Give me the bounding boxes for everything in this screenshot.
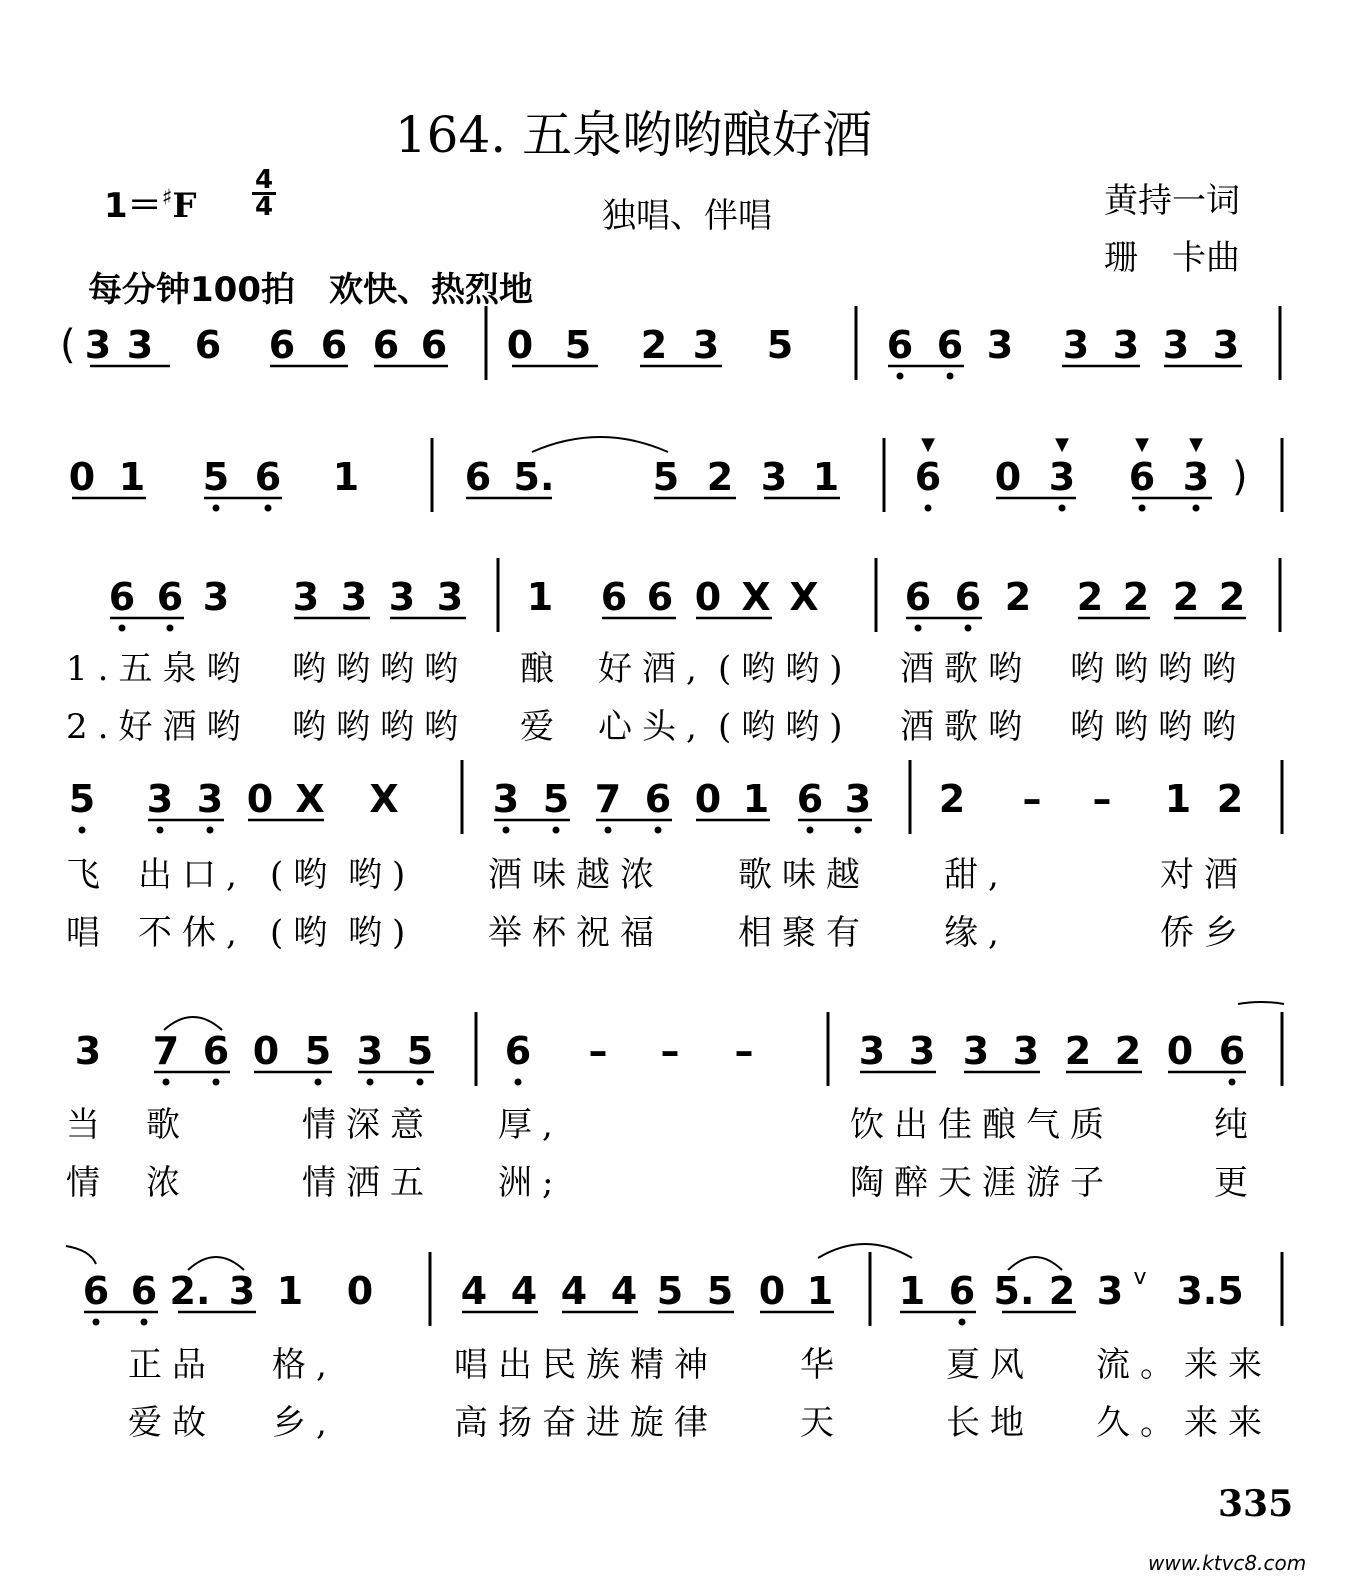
lyric-syllable: 哟哟哟哟 bbox=[292, 649, 468, 689]
lyric-syllable: 陶醉天涯游子 bbox=[850, 1163, 1114, 1203]
octave-dot bbox=[417, 1079, 424, 1086]
note: 1 bbox=[332, 455, 360, 499]
key-note: F bbox=[172, 186, 197, 226]
note: – bbox=[660, 1029, 680, 1073]
note: 1 bbox=[812, 455, 840, 499]
note: 6 bbox=[948, 1269, 976, 1313]
lyric-syllable: 哟哟哟哟 bbox=[1070, 649, 1246, 689]
lyric-syllable: 缘, bbox=[944, 913, 1009, 953]
note: 5 bbox=[542, 777, 570, 821]
note: X bbox=[295, 777, 325, 821]
page-number: 335 bbox=[1218, 1483, 1294, 1525]
octave-dot bbox=[1229, 1079, 1236, 1086]
lyric-syllable: 哟哟哟哟 bbox=[1070, 707, 1246, 747]
note: 6 bbox=[1128, 455, 1156, 499]
slur bbox=[66, 1246, 96, 1264]
note: 5 bbox=[202, 455, 230, 499]
note: 6 bbox=[904, 575, 932, 619]
note: 3 bbox=[146, 777, 174, 821]
sharp-sign: ♯ bbox=[161, 185, 173, 211]
note: 7 bbox=[152, 1029, 180, 1073]
note: 2. bbox=[169, 1269, 211, 1313]
note: 1 bbox=[742, 777, 770, 821]
lyric-syllable: 对酒 bbox=[1160, 855, 1248, 895]
lyric-syllable: 夏风 bbox=[946, 1345, 1034, 1385]
octave-dot bbox=[207, 827, 214, 834]
lyric-syllable: 侨乡 bbox=[1160, 913, 1248, 953]
note: 3 bbox=[126, 323, 154, 367]
time-top: 4 bbox=[254, 165, 274, 195]
octave-dot bbox=[959, 1319, 966, 1326]
accent-mark: ▼ bbox=[921, 434, 935, 455]
octave-dot bbox=[167, 625, 174, 632]
note: 6 bbox=[954, 575, 982, 619]
octave-dot bbox=[265, 505, 272, 512]
accent-mark: ▼ bbox=[1189, 434, 1203, 455]
note: 6 bbox=[504, 1029, 532, 1073]
close-paren: ) bbox=[1232, 454, 1248, 500]
lyric-syllable: 酒歌哟 bbox=[900, 707, 1032, 747]
octave-dot bbox=[1193, 505, 1200, 512]
lyric-syllable: 爱故 bbox=[128, 1403, 216, 1443]
lyric-syllable: 纯 bbox=[1214, 1105, 1258, 1145]
note: 6 bbox=[1218, 1029, 1246, 1073]
octave-dot bbox=[213, 1079, 220, 1086]
octave-dot bbox=[553, 827, 560, 834]
note: – bbox=[734, 1029, 754, 1073]
lyric-syllable: 哟) bbox=[348, 913, 416, 953]
note: 6 bbox=[646, 575, 674, 619]
lyric-syllable: 歌 bbox=[146, 1105, 190, 1145]
performance-style: 独唱、伴唱 bbox=[602, 196, 772, 236]
lyric-syllable: 歌味越 bbox=[738, 855, 870, 895]
octave-dot bbox=[315, 1079, 322, 1086]
slur bbox=[1238, 1002, 1284, 1004]
note: 6 bbox=[600, 575, 628, 619]
octave-dot bbox=[163, 1079, 170, 1086]
lyric-syllable: 当 bbox=[66, 1105, 110, 1145]
note: 3 bbox=[962, 1029, 990, 1073]
note: 3 bbox=[1062, 323, 1090, 367]
octave-dot bbox=[605, 827, 612, 834]
lyric-syllable: 1.五泉哟 bbox=[66, 649, 251, 689]
note: 5 bbox=[304, 1029, 332, 1073]
note: 3 bbox=[84, 323, 112, 367]
lyric-syllable: 情洒五 bbox=[302, 1163, 434, 1203]
note: 6 bbox=[372, 323, 400, 367]
note: 3 bbox=[196, 777, 224, 821]
note: 3 bbox=[492, 777, 520, 821]
note: 6 bbox=[796, 777, 824, 821]
note: 6 bbox=[320, 323, 348, 367]
note: X bbox=[741, 575, 771, 619]
octave-dot bbox=[655, 827, 662, 834]
watermark: www.ktvc8.com bbox=[1148, 1551, 1307, 1575]
note: 3 bbox=[1048, 455, 1076, 499]
lyric-syllable: (哟 bbox=[270, 855, 338, 895]
note: 3 bbox=[228, 1269, 256, 1313]
octave-dot bbox=[855, 827, 862, 834]
note: 5 bbox=[706, 1269, 734, 1313]
lyricist: 黄持一词 bbox=[1104, 181, 1240, 221]
lyric-syllable: (哟 bbox=[270, 913, 338, 953]
note: 3 bbox=[388, 575, 416, 619]
note: 5. bbox=[513, 455, 555, 499]
lyric-syllable: 酿 bbox=[520, 649, 564, 689]
lyric-syllable: 酒歌哟 bbox=[900, 649, 1032, 689]
note: 3 bbox=[1112, 323, 1140, 367]
lyric-syllable: 乡, bbox=[272, 1403, 337, 1443]
note: 6 bbox=[194, 323, 222, 367]
note: 6 bbox=[254, 455, 282, 499]
lyric-syllable: 酒味越浓 bbox=[488, 855, 664, 895]
lyric-syllable: 情深意 bbox=[302, 1105, 434, 1145]
note: 1 bbox=[276, 1269, 304, 1313]
lyric-syllable: 唱 bbox=[66, 913, 110, 953]
note: 5 bbox=[652, 455, 680, 499]
note: 6 bbox=[108, 575, 136, 619]
key-prefix: 1＝ bbox=[104, 186, 162, 226]
note: 6 bbox=[82, 1269, 110, 1313]
composer: 珊 卡曲 bbox=[1104, 238, 1240, 278]
lyric-syllable: (哟哟) bbox=[718, 707, 853, 747]
octave-dot bbox=[213, 505, 220, 512]
lyric-syllable: 2.好酒哟 bbox=[66, 707, 251, 747]
lyric-syllable: 不休, bbox=[138, 913, 247, 953]
tempo-marking: 每分钟100拍 欢快、热烈地 bbox=[88, 270, 533, 310]
note: 6 bbox=[130, 1269, 158, 1313]
octave-dot bbox=[79, 827, 86, 834]
slur bbox=[532, 437, 668, 452]
note: – bbox=[1022, 777, 1042, 821]
note: 3 bbox=[74, 1029, 102, 1073]
note: 0 bbox=[694, 777, 722, 821]
note: 0 bbox=[758, 1269, 786, 1313]
note: 6 bbox=[914, 455, 942, 499]
lyric-syllable: 高扬奋进旋律 bbox=[454, 1403, 718, 1443]
note: 6 bbox=[644, 777, 672, 821]
lyric-syllable: 举杯祝福 bbox=[488, 913, 664, 953]
note: 6 bbox=[420, 323, 448, 367]
lyric-syllable: 情 bbox=[66, 1163, 110, 1203]
lyric-syllable: 流。来来 bbox=[1096, 1345, 1272, 1385]
lyric-syllable: 哟) bbox=[348, 855, 416, 895]
note: 3 bbox=[436, 575, 464, 619]
lyric-syllable: 唱出民族精神 bbox=[454, 1345, 718, 1385]
time-bottom: 4 bbox=[252, 192, 276, 219]
note: 5 bbox=[68, 777, 96, 821]
lyric-syllable: (哟哟) bbox=[718, 649, 853, 689]
note: 3 bbox=[1096, 1269, 1124, 1313]
accent-mark: ▼ bbox=[1135, 434, 1149, 455]
note: 2 bbox=[1218, 575, 1246, 619]
lyric-syllable: 久。来来 bbox=[1096, 1403, 1272, 1443]
open-paren: ( bbox=[60, 322, 76, 368]
lyric-syllable: 爱 bbox=[520, 707, 564, 747]
lyric-syllable: 甜, bbox=[944, 855, 1009, 895]
octave-dot bbox=[503, 827, 510, 834]
note: 2 bbox=[1004, 575, 1032, 619]
note: 4 bbox=[460, 1269, 488, 1313]
accent-mark: ▼ bbox=[1055, 434, 1069, 455]
lyric-syllable: 相聚有 bbox=[738, 913, 870, 953]
note: 4 bbox=[610, 1269, 638, 1313]
note: 2 bbox=[706, 455, 734, 499]
lyric-syllable: 厚, bbox=[498, 1105, 563, 1145]
note: 2 bbox=[1114, 1029, 1142, 1073]
note: 5 bbox=[406, 1029, 434, 1073]
octave-dot bbox=[965, 625, 972, 632]
octave-dot bbox=[915, 625, 922, 632]
note: 5 bbox=[766, 323, 794, 367]
octave-dot bbox=[119, 625, 126, 632]
lyric-syllable: 哟哟哟哟 bbox=[292, 707, 468, 747]
note: 3 bbox=[356, 1029, 384, 1073]
note: 1 bbox=[526, 575, 554, 619]
octave-dot bbox=[157, 827, 164, 834]
note: 5 bbox=[656, 1269, 684, 1313]
lyric-syllable: 饮出佳酿气质 bbox=[850, 1105, 1114, 1145]
note: 2 bbox=[640, 323, 668, 367]
note: 2 bbox=[1076, 575, 1104, 619]
octave-dot bbox=[1059, 505, 1066, 512]
lyric-syllable: 天 bbox=[800, 1403, 844, 1443]
breath-mark: v bbox=[1133, 1265, 1147, 1290]
note: 3 bbox=[1012, 1029, 1040, 1073]
lyric-syllable: 格, bbox=[272, 1345, 337, 1385]
note: 3 bbox=[908, 1029, 936, 1073]
note: 3 bbox=[1212, 323, 1240, 367]
note: 1 bbox=[1164, 777, 1192, 821]
lyric-syllable: 飞 bbox=[66, 855, 110, 895]
note: 0 bbox=[252, 1029, 280, 1073]
lyric-syllable: 更 bbox=[1214, 1163, 1258, 1203]
note: 5 bbox=[564, 323, 592, 367]
note: 3.5 bbox=[1176, 1269, 1244, 1313]
octave-dot bbox=[1139, 505, 1146, 512]
octave-dot bbox=[925, 505, 932, 512]
note: 3 bbox=[760, 455, 788, 499]
note: – bbox=[588, 1029, 608, 1073]
note: 3 bbox=[340, 575, 368, 619]
lyric-syllable: 好酒, bbox=[598, 649, 707, 689]
lyric-syllable: 长地 bbox=[946, 1403, 1034, 1443]
lyric-syllable: 心头, bbox=[598, 707, 707, 747]
lyric-syllable: 正品 bbox=[128, 1345, 216, 1385]
note: 2 bbox=[1172, 575, 1200, 619]
note: – bbox=[1092, 777, 1112, 821]
octave-dot bbox=[897, 373, 904, 380]
note: 3 bbox=[1182, 455, 1210, 499]
note: 0 bbox=[68, 455, 96, 499]
note: 3 bbox=[844, 777, 872, 821]
note: 5. bbox=[993, 1269, 1035, 1313]
note: 4 bbox=[560, 1269, 588, 1313]
note: 6 bbox=[268, 323, 296, 367]
octave-dot bbox=[947, 373, 954, 380]
lyric-syllable: 华 bbox=[800, 1345, 844, 1385]
note: X bbox=[369, 777, 399, 821]
note: 1 bbox=[806, 1269, 834, 1313]
note: X bbox=[789, 575, 819, 619]
octave-dot bbox=[367, 1079, 374, 1086]
note: 2 bbox=[1216, 777, 1244, 821]
lyric-syllable: 洲; bbox=[498, 1163, 564, 1203]
note: 3 bbox=[692, 323, 720, 367]
lyric-syllable: 浓 bbox=[146, 1163, 190, 1203]
note: 2 bbox=[938, 777, 966, 821]
octave-dot bbox=[93, 1319, 100, 1326]
note: 0 bbox=[1166, 1029, 1194, 1073]
note: 0 bbox=[506, 323, 534, 367]
note: 2 bbox=[1064, 1029, 1092, 1073]
note: 3 bbox=[292, 575, 320, 619]
lyric-syllable: 出口, bbox=[138, 855, 247, 895]
note: 6 bbox=[156, 575, 184, 619]
slur bbox=[818, 1244, 912, 1258]
note: 2 bbox=[1122, 575, 1150, 619]
octave-dot bbox=[141, 1319, 148, 1326]
note: 1 bbox=[898, 1269, 926, 1313]
note: 3 bbox=[986, 323, 1014, 367]
note: 3 bbox=[202, 575, 230, 619]
note: 3 bbox=[858, 1029, 886, 1073]
octave-dot bbox=[515, 1079, 522, 1086]
song-title: 164. 五泉哟哟酿好酒 bbox=[394, 106, 873, 164]
note: 1 bbox=[118, 455, 146, 499]
note: 7 bbox=[594, 777, 622, 821]
note: 6 bbox=[936, 323, 964, 367]
octave-dot bbox=[807, 827, 814, 834]
note: 2 bbox=[1048, 1269, 1076, 1313]
note: 6 bbox=[886, 323, 914, 367]
note: 4 bbox=[510, 1269, 538, 1313]
note: 3 bbox=[1162, 323, 1190, 367]
note: 0 bbox=[694, 575, 722, 619]
note: 6 bbox=[202, 1029, 230, 1073]
note: 0 bbox=[246, 777, 274, 821]
note: 0 bbox=[346, 1269, 374, 1313]
note: 6 bbox=[464, 455, 492, 499]
note: 0 bbox=[994, 455, 1022, 499]
